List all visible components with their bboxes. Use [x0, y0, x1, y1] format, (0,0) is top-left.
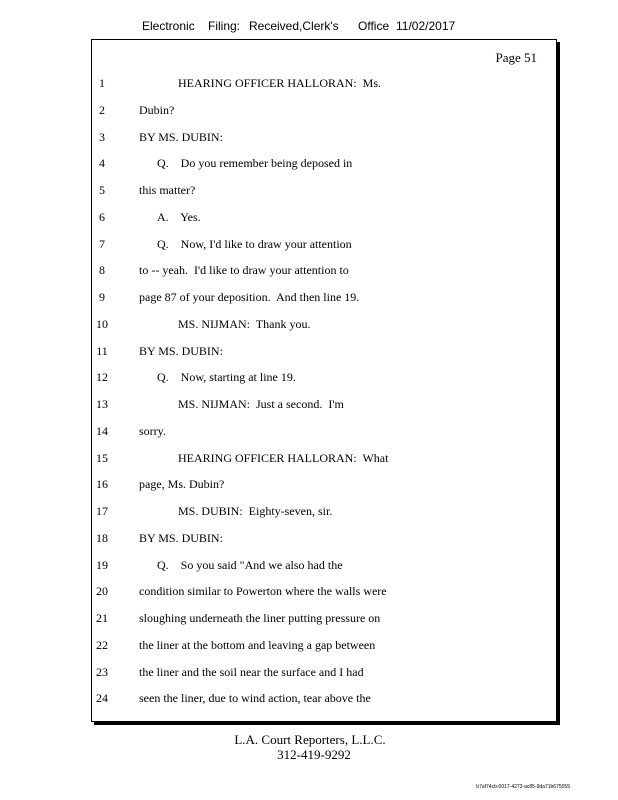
- line-number: 13: [96, 397, 108, 411]
- line-text: sloughing underneath the liner putting pressure on: [139, 611, 381, 625]
- line-text: HEARING OFFICER HALLORAN: Ms.: [178, 76, 382, 90]
- transcript-line: [0, 635, 600, 655]
- line-number: 17: [96, 504, 108, 518]
- line-number: 22: [96, 637, 108, 652]
- transcript-line: [0, 581, 600, 601]
- line-number: 18: [96, 530, 108, 545]
- line-text: Q. So you said "And we also had the: [157, 557, 343, 572]
- transcript-line: [0, 448, 600, 468]
- footer-phone: 312-419-9292: [277, 747, 351, 762]
- transcript-line: [0, 608, 600, 628]
- line-number: 21: [96, 611, 108, 625]
- page-number: Page 51: [495, 50, 537, 65]
- line-number: 2: [99, 102, 105, 117]
- line-text: BY MS. DUBIN:: [139, 343, 223, 358]
- line-text: A. Yes.: [157, 209, 201, 224]
- line-number: 1: [99, 76, 105, 90]
- filing-stamp-date: 11/02/2017: [396, 19, 456, 33]
- line-text: BY MS. DUBIN:: [139, 129, 223, 144]
- transcript-line: [0, 367, 600, 387]
- transcript-line: [0, 528, 600, 548]
- filing-stamp-filing: Filing:: [208, 19, 241, 33]
- line-text: MS. NIJMAN: Just a second. I'm: [178, 397, 344, 411]
- transcript-line: [0, 127, 600, 147]
- transcript-line: [0, 153, 600, 173]
- line-text: the liner at the bottom and leaving a gap between: [139, 637, 376, 652]
- line-text: Q. Now, I'd like to draw your attention: [157, 236, 352, 251]
- line-number: 15: [96, 450, 108, 465]
- line-text: BY MS. DUBIN:: [139, 530, 223, 545]
- line-number: 7: [99, 236, 105, 251]
- transcript-line: [0, 688, 600, 708]
- line-number: 12: [96, 370, 108, 385]
- line-text: page, Ms. Dubin?: [139, 477, 225, 492]
- line-text: Q. Do you remember being deposed in: [157, 156, 353, 171]
- transcript-line: [0, 421, 600, 441]
- transcript-line: [0, 287, 600, 307]
- transcript-line: [0, 394, 600, 414]
- line-number: 5: [99, 183, 105, 197]
- transcript-line: [0, 73, 600, 93]
- line-number: 9: [99, 290, 105, 304]
- line-number: 14: [96, 423, 108, 438]
- transcript-line: [0, 100, 600, 120]
- line-text: to -- yeah. I'd like to draw your attention to: [139, 263, 349, 278]
- transcript-line: [0, 555, 600, 575]
- line-text: Q. Now, starting at line 19.: [157, 370, 296, 385]
- line-number: 16: [96, 477, 108, 492]
- line-text: sorry.: [139, 423, 166, 438]
- line-number: 23: [96, 664, 108, 679]
- line-number: 3: [99, 129, 105, 144]
- line-number: 8: [99, 263, 105, 278]
- line-number: 19: [96, 557, 108, 572]
- filing-stamp-electronic: Electronic: [142, 19, 195, 33]
- line-number: 4: [99, 156, 105, 171]
- line-text: condition similar to Powerton where the walls were: [139, 584, 387, 599]
- document-hash: b7af74cb-0017-4273-ac85-9da71b675055: [476, 784, 570, 790]
- line-number: 20: [96, 584, 108, 599]
- line-number: 6: [99, 209, 105, 224]
- line-text: Dubin?: [139, 102, 175, 117]
- footer-firm-name: L.A. Court Reporters, L.L.C.: [234, 732, 386, 747]
- line-text: seen the liner, due to wind action, tear above the: [139, 691, 371, 706]
- transcript-line: [0, 474, 600, 494]
- line-text: this matter?: [139, 183, 196, 197]
- transcript-line: [0, 314, 600, 334]
- transcript-line: [0, 341, 600, 361]
- transcript-line: [0, 501, 600, 521]
- filing-stamp-office: Office: [358, 19, 390, 33]
- transcript-line: [0, 234, 600, 254]
- line-number: 24: [96, 691, 108, 706]
- line-text: HEARING OFFICER HALLORAN: What: [178, 450, 389, 465]
- line-text: MS. DUBIN: Eighty-seven, sir.: [178, 504, 333, 518]
- line-text: page 87 of your deposition. And then line 19.: [139, 290, 360, 304]
- transcript-line: [0, 207, 600, 227]
- transcript-line: [0, 260, 600, 280]
- line-text: the liner and the soil near the surface and I had: [139, 664, 364, 679]
- transcript-line: [0, 180, 600, 200]
- transcript-line: [0, 662, 600, 682]
- filing-stamp-received: Received,Clerk's: [249, 19, 339, 33]
- line-text: MS. NIJMAN: Thank you.: [178, 316, 311, 331]
- line-number: 11: [96, 343, 108, 358]
- line-number: 10: [96, 316, 108, 331]
